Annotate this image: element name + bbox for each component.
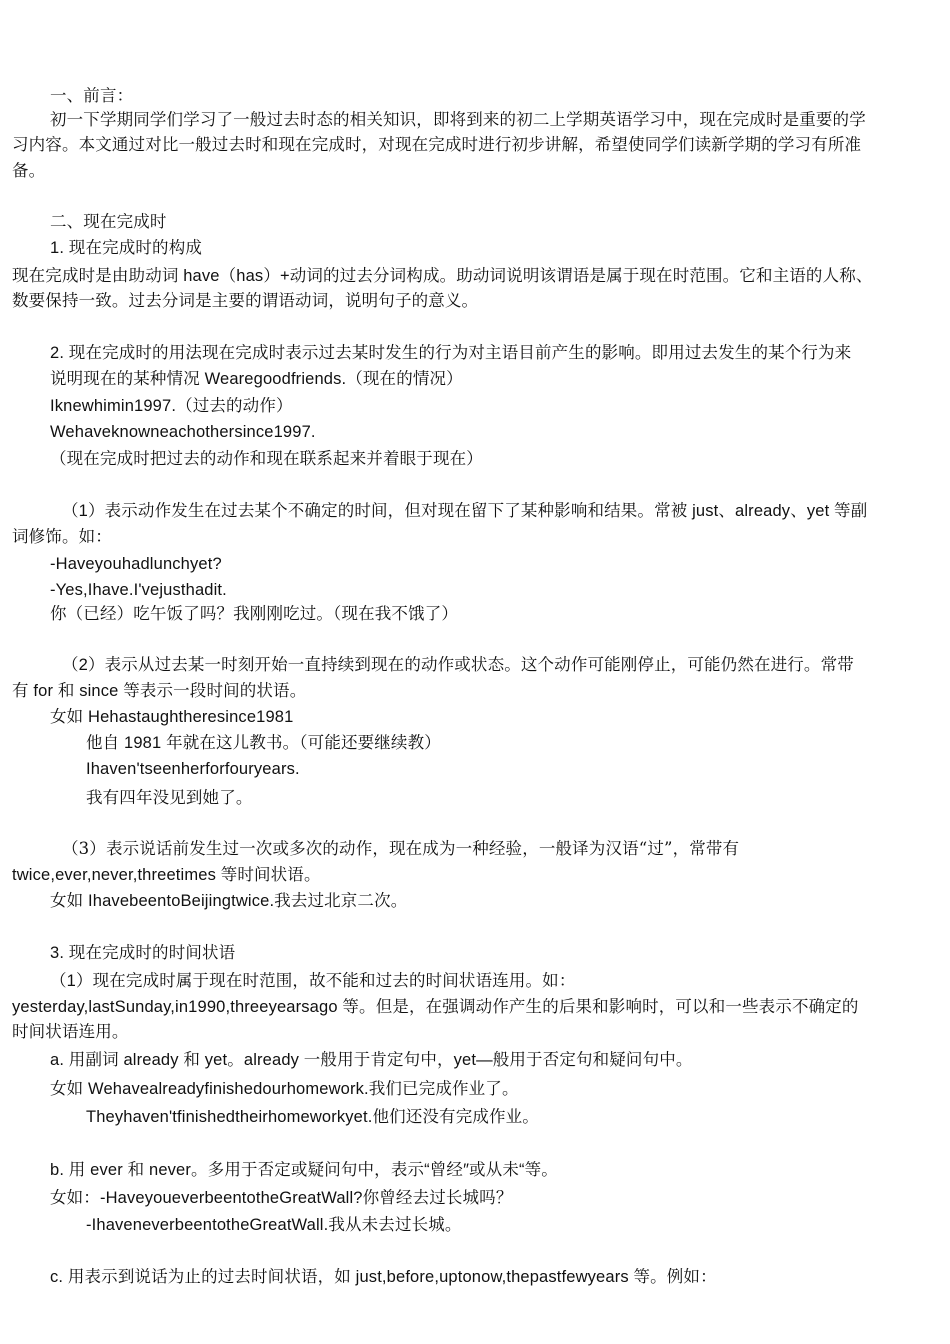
- example-translation: 我有四年没见到她了。: [86, 788, 253, 807]
- example-sentence: 女如 IhavebeentoBeijingtwice.我去过北京二次。: [50, 892, 408, 910]
- paragraph-line: （3）表示说话前发生过一次或多次的动作，现在成为一种经验，一般译为汉语“过”，常带有: [62, 839, 740, 858]
- paragraph-line: c. 用表示到说话为止的过去时间状语，如 just,before,uptonow,thepastfewyears 等。例如：: [50, 1268, 717, 1286]
- paragraph-line: （1）现在完成时属于现在时范围，故不能和过去的时间状语连用。如：: [50, 972, 576, 990]
- intro-paragraph-line: 备。: [12, 161, 46, 180]
- paragraph-line: （2）表示从过去某一时刻开始一直持续到现在的动作或状态。这个动作可能刚停止，可能仍然在进行。常带: [62, 656, 854, 674]
- paragraph-line: yesterday,lastSunday,in1990,threeyearsago 等。但是，在强调动作产生的后果和影响时，可以和一些表示不确定的: [12, 998, 859, 1016]
- intro-heading: 一、前言：: [50, 86, 134, 105]
- paragraph-line: 说明现在的某种情况 Wearegoodfriends.（现在的情况）: [50, 370, 463, 388]
- example-translation: 他自 1981 年就在这儿教书。（可能还要继续教）: [86, 734, 441, 752]
- example-sentence: 女如 Wehavealreadyfinishedourhomework.我们已完成作业了。: [50, 1080, 519, 1098]
- example-sentence: Theyhaven'tfinishedtheirhomeworkyet.他们还没有完成作业。: [86, 1108, 539, 1126]
- section-heading: 二、现在完成时: [50, 212, 167, 231]
- intro-paragraph-line: 习内容。本文通过对比一般过去时和现在完成时，对现在完成时进行初步讲解，希望使同学们读新学期的学习有所准: [12, 135, 862, 154]
- paragraph-line: 2. 现在完成时的用法现在完成时表示过去某时发生的行为对主语目前产生的影响。即用过去发生的某个行为来: [50, 344, 852, 362]
- example-sentence: -IhaveneverbeentotheGreatWall.我从未去过长城。: [86, 1216, 462, 1234]
- paragraph-line: 有 for 和 since 等表示一段时间的状语。: [12, 682, 307, 700]
- example-sentence: 女如：-HaveyoueverbeentotheGreatWall?你曾经去过长城吗？: [50, 1189, 513, 1207]
- example-sentence: Ihaven'tseenherforfouryears.: [86, 760, 300, 778]
- subsection-heading: 1. 现在完成时的构成: [50, 239, 202, 257]
- example-sentence: Wehaveknowneachothersince1997.: [50, 423, 316, 441]
- subsection-heading: 3. 现在完成时的时间状语: [50, 944, 236, 962]
- example-sentence: 女如 Hehastaughtheresince1981: [50, 708, 294, 726]
- example-translation: 你（已经）吃午饭了吗？我刚刚吃过。（现在我不饿了）: [50, 604, 458, 623]
- paragraph-line: b. 用 ever 和 never。多用于否定或疑问句中，表示“曾经″或从未“等。: [50, 1161, 558, 1179]
- paragraph-line: a. 用副词 already 和 yet。already 一般用于肯定句中，yet—般用于否定句和疑问句中。: [50, 1051, 693, 1069]
- paragraph-line: 数要保持一致。过去分词是主要的谓语动词，说明句子的意义。: [12, 292, 479, 310]
- paragraph-line: 词修饰。如：: [12, 527, 112, 546]
- intro-paragraph-line: 初一下学期同学们学习了一般过去时态的相关知识，即将到来的初二上学期英语学习中，现在完成时是重要的学: [50, 110, 866, 129]
- paragraph-line: 时间状语连用。: [12, 1022, 129, 1041]
- paragraph-line: 现在完成时是由助动词 have（has）+动词的过去分词构成。助动词说明该谓语是属于现在时范围。它和主语的人称、: [12, 267, 873, 285]
- example-sentence: -Haveyouhadlunchyet?: [50, 555, 222, 573]
- example-sentence: -Yes,Ihave.I'vejusthadit.: [50, 581, 227, 599]
- paragraph-line: twice,ever,never,threetimes 等时间状语。: [12, 866, 321, 884]
- example-note: （现在完成时把过去的动作和现在联系起来并着眼于现在）: [50, 449, 483, 468]
- example-sentence: Iknewhimin1997.（过去的动作）: [50, 397, 293, 415]
- paragraph-line: （1）表示动作发生在过去某个不确定的时间，但对现在留下了某种影响和结果。常被 just、already、yet 等副: [62, 502, 868, 520]
